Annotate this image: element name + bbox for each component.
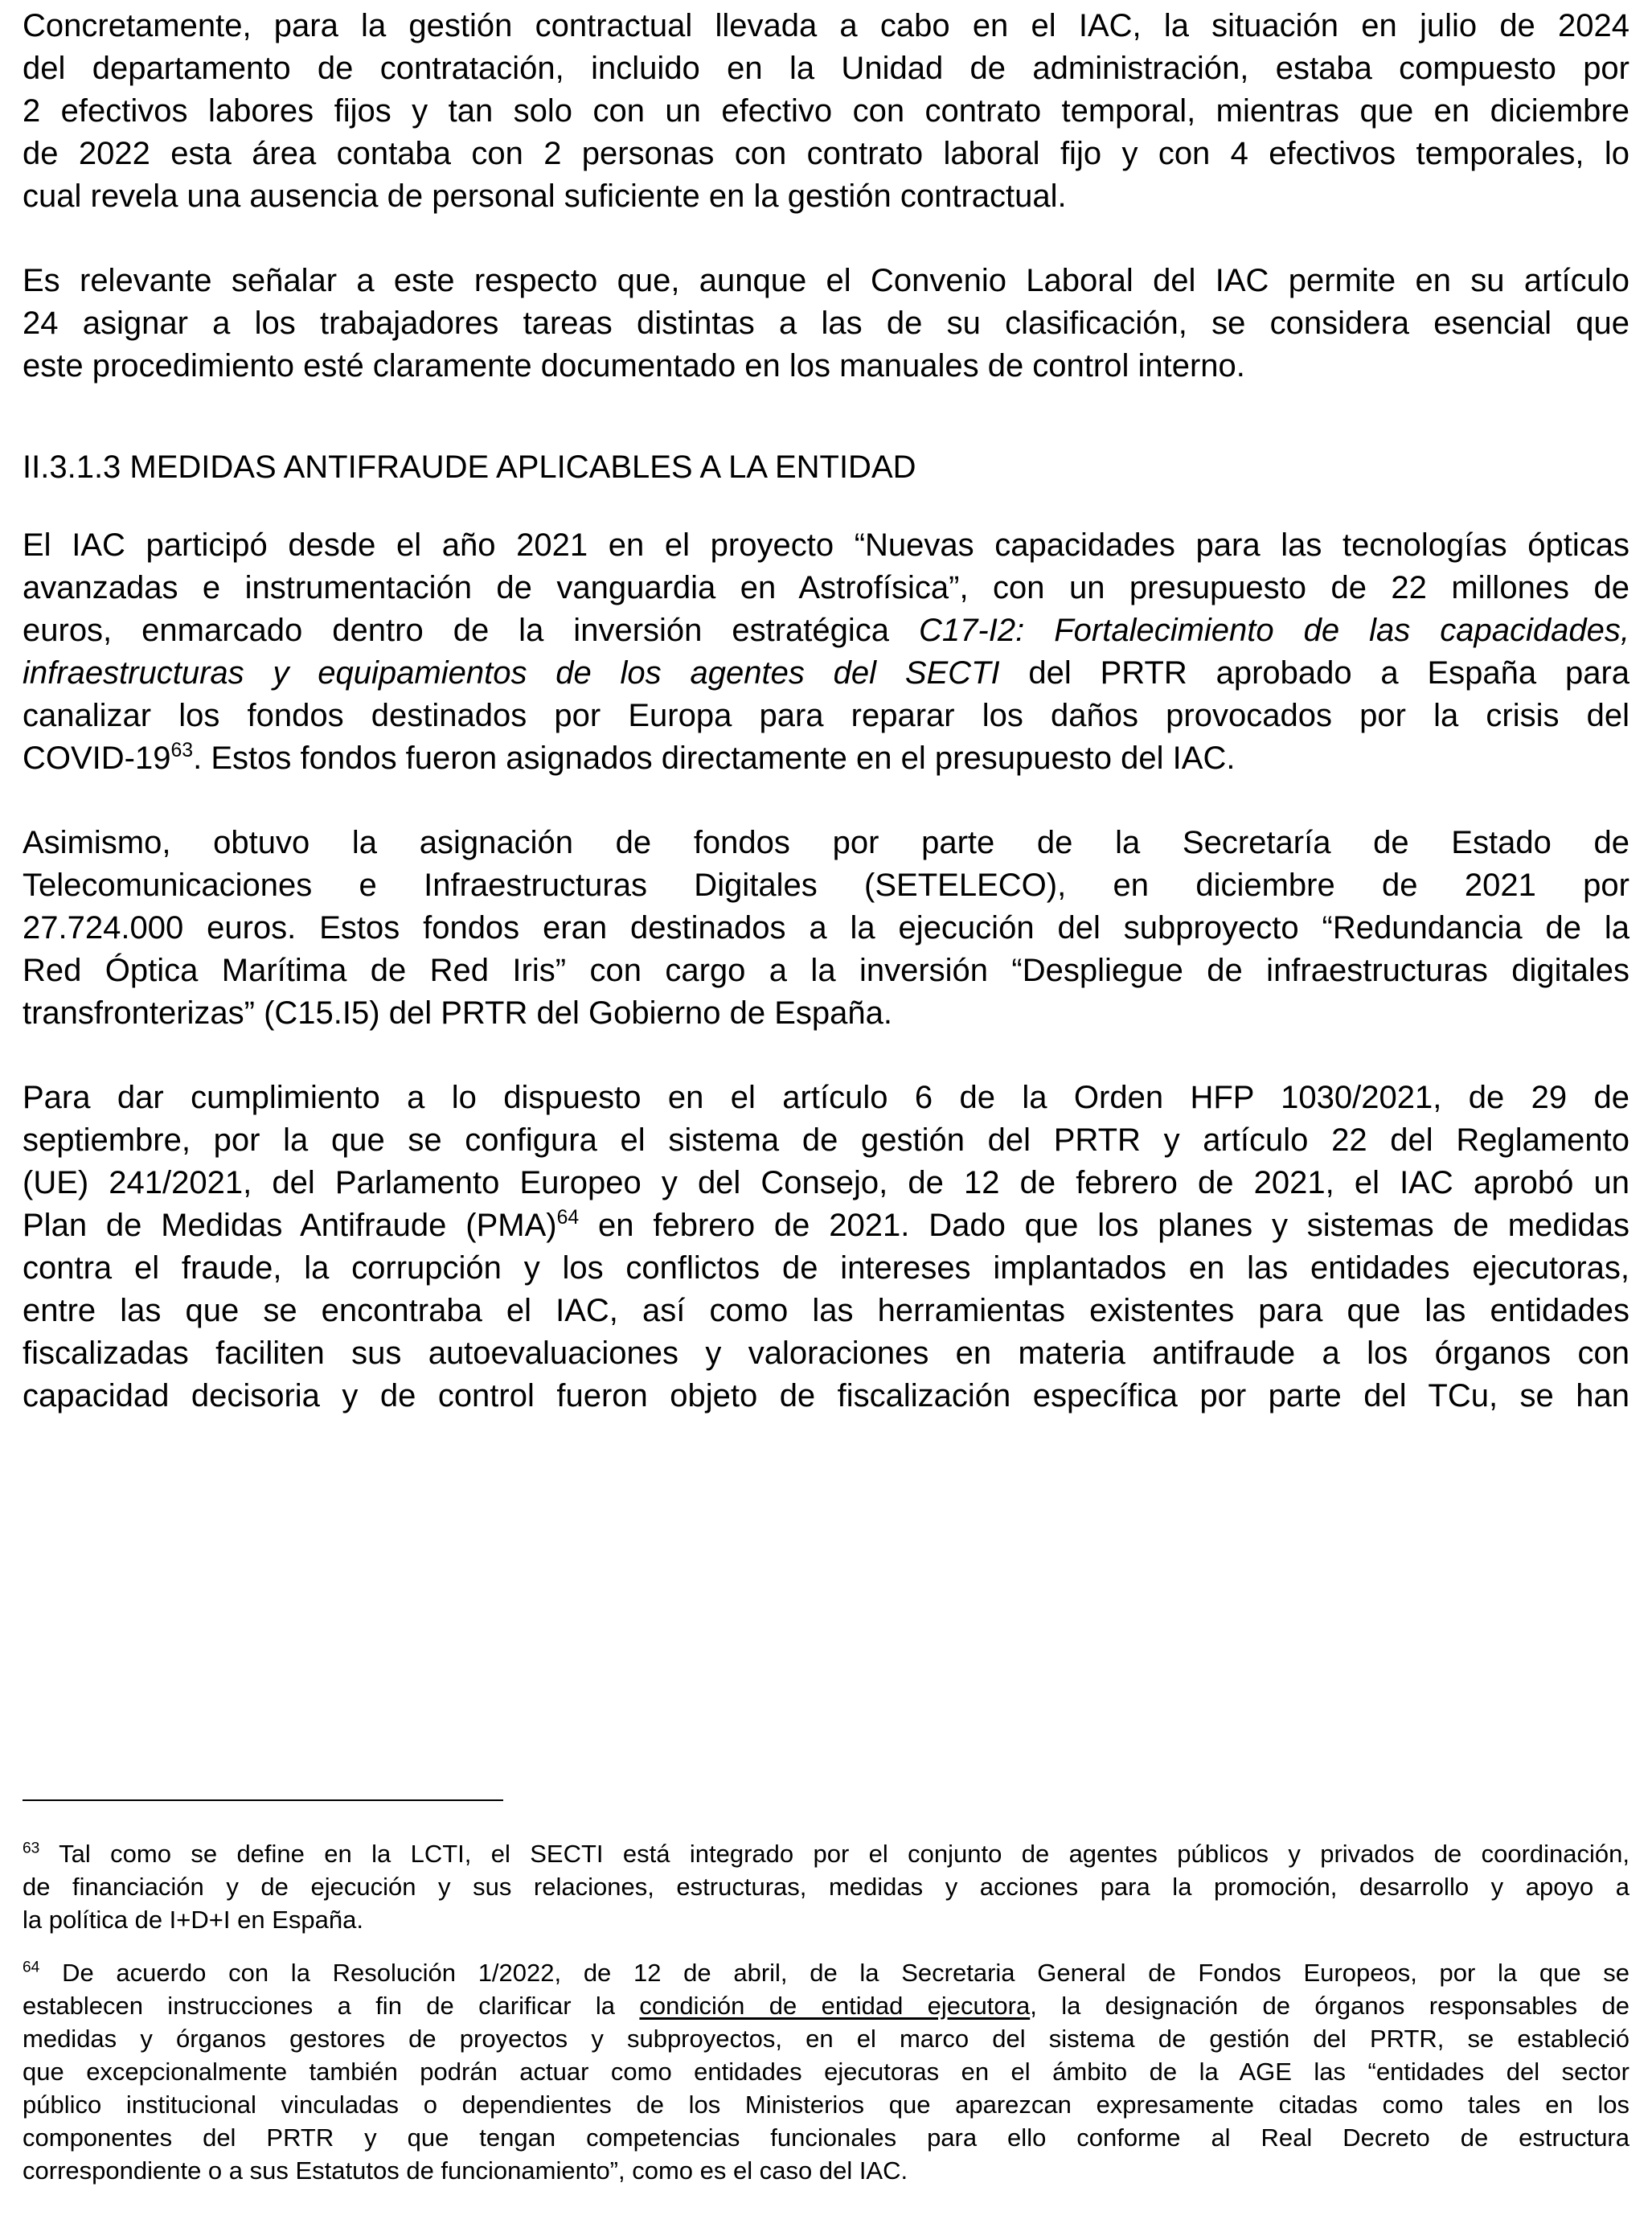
text-line: contra el fraude, la corrupción y los conflictos de intereses implantados en las entidades ejecutoras, — [23, 1250, 1629, 1286]
paragraph-project — [23, 524, 1629, 780]
footnote-number: 64 — [23, 1959, 40, 1976]
text-line: Red Óptica Marítima de Red Iris” con cargo a la inversión “Despliegue de infraestructuras digitales — [23, 953, 1629, 988]
text-line: componentes del PRTR y que tengan competencias funcionales para ello conforme al Real Decreto de estructura — [23, 2123, 1629, 2152]
text-line: capacidad decisoria y de control fueron objeto de fiscalización específica por parte del TCu, se han — [23, 1378, 1629, 1414]
text: Plan de Medidas Antifraude (PMA) — [23, 1208, 557, 1243]
paragraph-seteleco — [23, 822, 1629, 1035]
text-line — [23, 1837, 1629, 1870]
text-line: cual revela una ausencia de personal suficiente en la gestión contractual. — [23, 178, 1067, 214]
text-line: El IAC participó desde el año 2021 en el proyecto “Nuevas capacidades para las tecnologías ópticas — [23, 527, 1629, 563]
footnote-separator — [23, 1799, 503, 1801]
paragraph-staffing — [23, 5, 1629, 218]
text: De acuerdo con la Resolución 1/2022, de 12 de abril, de la Secretaria General de Fondos Europeos, por la que se — [39, 1959, 1629, 1987]
text-line: correspondiente o a sus Estatutos de funcionamiento”, como es el caso del IAC. — [23, 2156, 908, 2185]
footnote-ref[interactable]: 63 — [170, 740, 194, 762]
footnote-64 — [23, 1956, 1629, 2187]
text-line: Concretamente, para la gestión contractual llevada a cabo en el IAC, la situación en julio de 2024 — [23, 8, 1629, 43]
text: en febrero de 2021. Dado que los planes y sistemas de medidas — [579, 1208, 1629, 1243]
text-line: Para dar cumplimiento a lo dispuesto en el artículo 6 de la Orden HFP 1030/2021, de 29 de — [23, 1080, 1629, 1115]
text-line: canalizar los fondos destinados por Europa para reparar los daños provocados por la crisis del — [23, 698, 1629, 733]
text-line — [23, 1956, 1629, 1989]
text-line: 24 asignar a los trabajadores tareas distintas a las de su clasificación, se considera esencial que — [23, 306, 1629, 341]
text-line: de 2022 esta área contaba con 2 personas con contrato laboral fijo y con 4 efectivos temporales, lo — [23, 136, 1629, 171]
text-line: medidas y órganos gestores de proyectos y subproyectos, en el marco del sistema de gestión del PRTR, se estableció — [23, 2025, 1629, 2053]
text-line: este procedimiento esté claramente documentado en los manuales de control interno. — [23, 348, 1245, 384]
text-line — [23, 652, 1629, 695]
text-line: del departamento de contratación, incluido en la Unidad de administración, estaba compuesto por — [23, 51, 1629, 86]
text-line — [23, 1204, 1629, 1247]
text-line — [23, 609, 1629, 652]
text-line: septiembre, por la que se configura el sistema de gestión del PRTR y artículo 22 del Reglamento — [23, 1122, 1629, 1158]
text-line: (UE) 241/2021, del Parlamento Europeo y del Consejo, de 12 de febrero de 2021, el IAC aprobó un — [23, 1165, 1629, 1200]
text-line: público institucional vinculadas o dependientes de los Ministerios que aparezcan expresamente citadas como tales en los — [23, 2091, 1629, 2119]
text-line: de financiación y de ejecución y sus relaciones, estructuras, medidas y acciones para la promoción, desarrollo y apoyo a — [23, 1873, 1629, 1901]
text-line: que excepcionalmente también podrán actuar como entidades ejecutoras en el ámbito de la AGE las “entidades del sector — [23, 2058, 1629, 2086]
text: establecen instrucciones a fin de clarificar la — [23, 1992, 640, 2020]
text-line: avanzadas e instrumentación de vanguardia en Astrofísica”, con un presupuesto de 22 millones de — [23, 570, 1629, 605]
text-line: 27.724.000 euros. Estos fondos eran destinados a la ejecución del subproyecto “Redundancia de la — [23, 910, 1629, 946]
text-line: Telecomunicaciones e Infraestructuras Digitales (SETELECO), en diciembre de 2021 por — [23, 868, 1629, 903]
paragraph-antifraud-plan — [23, 1077, 1629, 1418]
text: euros, enmarcado dentro de la inversión estratégica — [23, 613, 920, 648]
text: Tal como se define en la LCTI, el SECTI está integrado por el conjunto de agentes públicos y privados de coordinación, — [39, 1840, 1629, 1868]
text-line: transfronterizas” (C15.I5) del PRTR del Gobierno de España. — [23, 995, 893, 1031]
paragraph-convenio — [23, 260, 1629, 388]
text-line — [23, 737, 1629, 780]
text-line: fiscalizadas faciliten sus autoevaluaciones y valoraciones en materia antifraude a los órganos con — [23, 1336, 1629, 1371]
text-line: 2 efectivos labores fijos y tan solo con un efectivo con contrato temporal, mientras que en diciembre — [23, 93, 1629, 129]
text-line: Es relevante señalar a este respecto que, aunque el Convenio Laboral del IAC permite en su artículo — [23, 263, 1629, 298]
italic-text: C17-I2: Fortalecimiento de las capacidades, — [919, 613, 1629, 648]
footnote-63 — [23, 1837, 1629, 1936]
text-line: entre las que se encontraba el IAC, así como las herramientas existentes para que las entidades — [23, 1293, 1629, 1328]
text: COVID-19 — [23, 741, 171, 776]
italic-text: infraestructuras y equipamientos de los agentes del SECTI — [23, 655, 1000, 691]
text: , la designación de órganos responsables de — [1030, 1992, 1629, 2020]
footnote-number: 63 — [23, 1840, 40, 1857]
text-line — [23, 1989, 1629, 2022]
text: . Estos fondos fueron asignados directamente en el presupuesto del IAC. — [193, 741, 1236, 776]
footnote-ref[interactable]: 64 — [556, 1207, 580, 1229]
text: del PRTR aprobado a España para — [999, 655, 1630, 691]
heading-text: II.3.1.3 MEDIDAS ANTIFRAUDE APLICABLES A LA ENTIDAD — [23, 449, 916, 485]
text-line: Asimismo, obtuvo la asignación de fondos por parte de la Secretaría de Estado de — [23, 825, 1629, 860]
text-line: la política de I+D+I en España. — [23, 1906, 363, 1934]
entidad-ejecutora-link[interactable]: condición de entidad ejecutora — [639, 1992, 1031, 2020]
section-heading — [23, 446, 1629, 489]
